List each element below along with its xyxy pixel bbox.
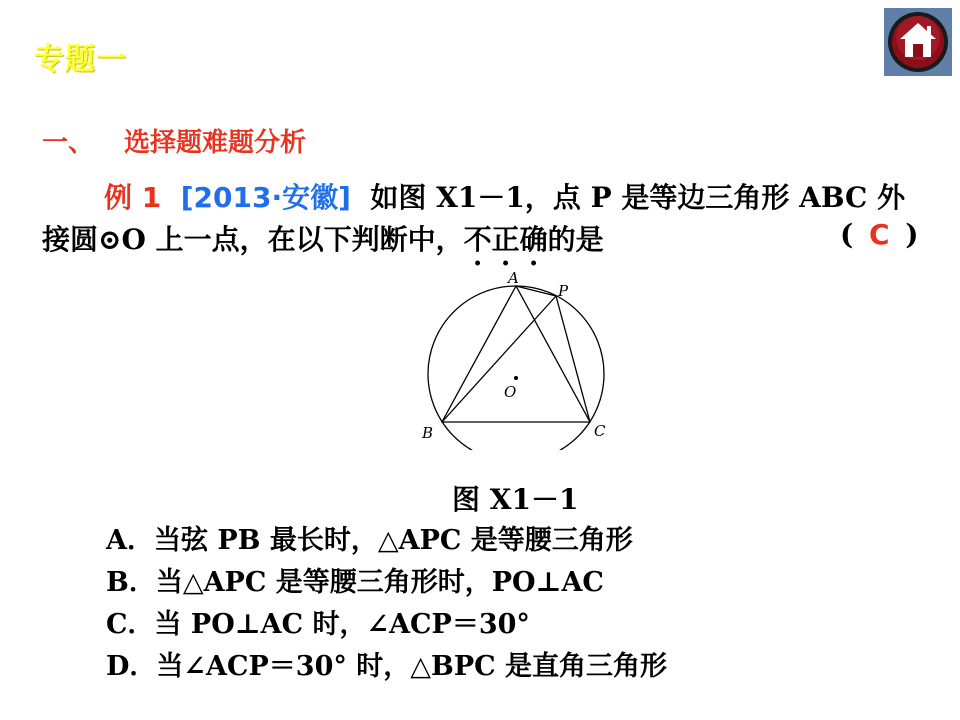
label-b: B <box>422 424 434 442</box>
question-text-1: 如图 X1－1，点 P 是等边三角形 ABC 外 <box>370 181 906 214</box>
label-c: C <box>594 422 606 440</box>
option-letter: A． <box>106 525 154 556</box>
question-line-1 <box>104 176 905 216</box>
question-emphasis: 不正确 <box>463 223 548 256</box>
option-letter: D． <box>106 651 157 682</box>
option-text: 当∠ACP＝30° 时，△BPC 是直角三角形 <box>156 651 668 682</box>
section-heading <box>42 122 306 159</box>
label-o: O <box>504 383 517 401</box>
answer-bracket <box>840 218 919 251</box>
topic-badge: 专题一 <box>34 42 127 77</box>
option-letter: B． <box>106 567 156 598</box>
label-p: P <box>558 282 569 300</box>
home-button[interactable] <box>884 8 952 76</box>
circumcircle <box>428 286 604 450</box>
answer-open: ( <box>840 218 854 251</box>
question-line-2 <box>42 218 604 272</box>
segment-pa <box>516 286 556 296</box>
section-number: 一、 <box>42 128 95 158</box>
question-text-3: 的是 <box>547 223 604 256</box>
option-letter: C． <box>106 609 155 640</box>
answer-value: C <box>868 218 890 251</box>
option-text: 当弦 PB 最长时，△APC 是等腰三角形 <box>153 525 633 556</box>
segment-pc <box>556 296 590 422</box>
option-text: 当 PO⊥AC 时，∠ACP＝30° <box>154 609 530 640</box>
segment-pb <box>442 296 556 422</box>
center-point <box>514 376 518 380</box>
answer-close: ) <box>905 218 919 251</box>
option-a <box>106 518 633 557</box>
option-text: 当△APC 是等腰三角形时，PO⊥AC <box>155 567 604 598</box>
option-c <box>106 602 530 641</box>
question-text-2: 接圆⊙O 上一点，在以下判断中， <box>42 223 464 256</box>
geometry-figure <box>404 270 634 450</box>
example-label: 例 1 <box>104 181 162 214</box>
figure-caption: 图 X1－1 <box>452 483 579 516</box>
label-a: A <box>508 270 519 287</box>
option-b <box>106 560 604 599</box>
section-title: 选择题难题分析 <box>124 128 307 158</box>
triangle-abc <box>442 286 590 422</box>
option-d <box>106 644 667 683</box>
question-source: [2013·安徽] <box>180 181 351 214</box>
home-icon <box>884 8 952 76</box>
